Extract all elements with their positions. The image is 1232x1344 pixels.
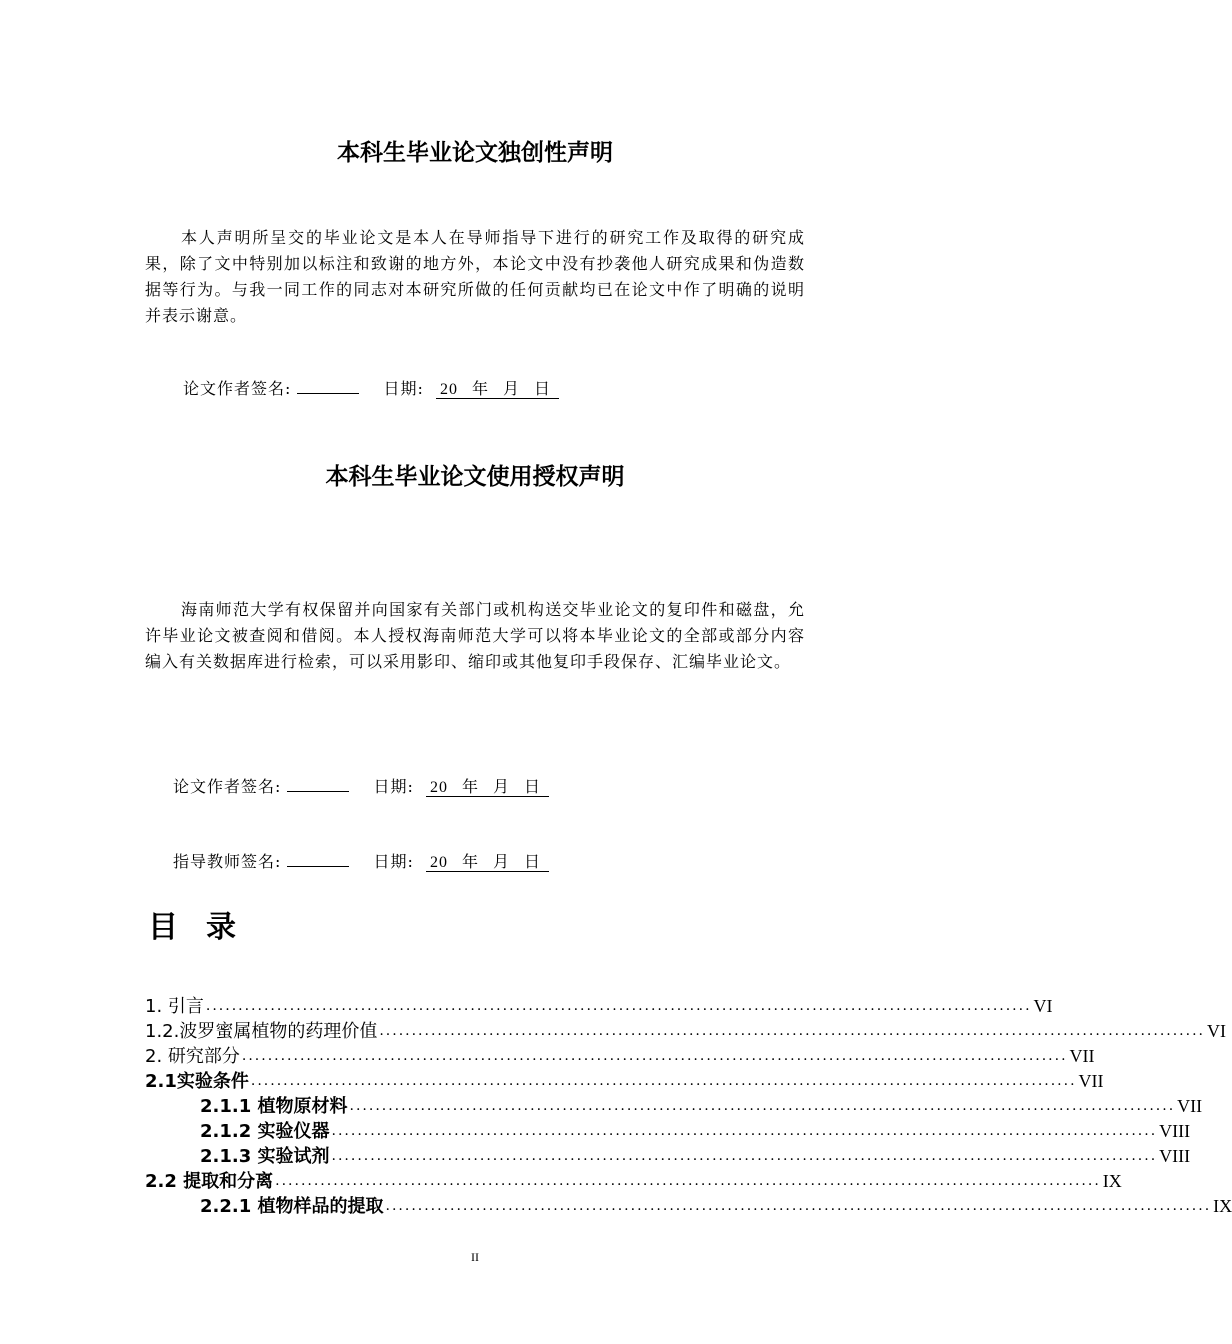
date-year: 20 <box>430 854 448 871</box>
date-day-char: 日 <box>524 854 542 871</box>
date-year-char: 年 <box>462 854 480 871</box>
toc-leader: ................................................................................................................................ <box>250 1073 1077 1089</box>
date-year: 20 <box>440 381 458 398</box>
toc-leader: ................................................................................................................................ <box>275 1173 1101 1189</box>
toc-entry-page: VIII <box>1159 1121 1191 1141</box>
originality-title: 本科生毕业论文独创性声明 <box>337 140 613 166</box>
toc-entry[interactable] <box>145 1069 1104 1094</box>
date-blank[interactable] <box>426 854 549 872</box>
toc-entry-label: 1.2.波罗蜜属植物的药理价值 <box>145 1021 378 1042</box>
toc-entry-page: IX <box>1213 1196 1232 1216</box>
date-year-char: 年 <box>462 779 480 796</box>
toc-title: 目录 <box>148 910 264 945</box>
date-day-char: 日 <box>524 779 542 796</box>
authorization-author-signature-line <box>173 774 549 797</box>
toc-entry[interactable] <box>145 1144 1191 1169</box>
toc-entry[interactable] <box>145 994 1053 1019</box>
toc-entry-page: VII <box>1177 1096 1203 1116</box>
advisor-sign-label: 指导教师签名: <box>173 852 282 871</box>
author-sign-label: 论文作者签名: <box>183 379 292 398</box>
authorization-title: 本科生毕业论文使用授权声明 <box>325 464 625 490</box>
toc-entry[interactable] <box>145 1169 1122 1194</box>
toc-leader: ................................................................................................................................ <box>331 1123 1158 1139</box>
toc-leader: ................................................................................................................................ <box>379 1023 1205 1039</box>
page-number: II <box>471 1250 479 1264</box>
toc-entry-label: 2. 研究部分 <box>145 1046 240 1067</box>
toc-entry-page: VIII <box>1159 1146 1191 1166</box>
date-year-char: 年 <box>472 381 490 398</box>
toc-leader: ................................................................................................................................ <box>385 1198 1212 1214</box>
toc-entry[interactable] <box>145 1194 1232 1219</box>
toc-entry-page: VII <box>1069 1046 1095 1066</box>
toc-entry-label: 2.1.2 实验仪器 <box>200 1121 330 1142</box>
toc-leader: ................................................................................................................................ <box>205 998 1032 1014</box>
date-year: 20 <box>430 779 448 796</box>
author-sign-label: 论文作者签名: <box>173 777 282 796</box>
date-label: 日期: <box>373 777 414 796</box>
date-month-char: 月 <box>493 854 511 871</box>
toc-list <box>145 994 1232 1219</box>
authorization-body: 海南师范大学有权保留并向国家有关部门或机构送交毕业论文的复印件和磁盘，允许毕业论文被查阅和借阅。本人授权海南师范大学可以将本毕业论文的全部或部分内容编入有关数据库进行检索，可以采用影印、缩印或其他复印手段保存、汇编毕业论文。 <box>145 600 805 671</box>
toc-entry[interactable] <box>145 1094 1203 1119</box>
date-month-char: 月 <box>503 381 521 398</box>
date-month-char: 月 <box>493 779 511 796</box>
toc-entry-label: 2.1.1 植物原材料 <box>200 1096 348 1117</box>
toc-leader: ................................................................................................................................ <box>241 1048 1068 1064</box>
toc-entry-label: 1. 引言 <box>145 996 204 1017</box>
toc-entry-page: VI <box>1206 1021 1226 1041</box>
toc-entry[interactable] <box>145 1044 1095 1069</box>
toc-entry[interactable] <box>145 1119 1191 1144</box>
toc-leader: ................................................................................................................................ <box>349 1098 1176 1114</box>
toc-entry[interactable] <box>145 1019 1226 1044</box>
toc-entry-page: VII <box>1078 1071 1104 1091</box>
originality-body: 本人声明所呈交的毕业论文是本人在导师指导下进行的研究工作及取得的研究成果，除了文中特别加以标注和致谢的地方外，本论文中没有抄袭他人研究成果和伪造数据等行为。与我一同工作的同志对本研究所做的任何贡献均已在论文中作了明确的说明并表示谢意。 <box>145 228 805 325</box>
date-blank[interactable] <box>436 381 559 399</box>
toc-entry-page: VI <box>1033 996 1053 1016</box>
advisor-sign-blank[interactable] <box>287 850 349 867</box>
toc-entry-page: IX <box>1102 1171 1122 1191</box>
date-label: 日期: <box>383 379 424 398</box>
date-blank[interactable] <box>426 779 549 797</box>
toc-leader: ................................................................................................................................ <box>331 1148 1158 1164</box>
toc-entry-label: 2.2.1 植物样品的提取 <box>200 1196 384 1217</box>
author-sign-blank[interactable] <box>287 775 349 792</box>
authorization-advisor-signature-line <box>173 849 549 872</box>
author-sign-blank[interactable] <box>297 377 359 394</box>
toc-entry-label: 2.1.3 实验试剂 <box>200 1146 330 1167</box>
date-day-char: 日 <box>534 381 552 398</box>
date-label: 日期: <box>373 852 414 871</box>
toc-entry-label: 2.1实验条件 <box>145 1071 249 1092</box>
toc-entry-label: 2.2 提取和分离 <box>145 1171 274 1192</box>
originality-signature-line <box>183 376 559 399</box>
